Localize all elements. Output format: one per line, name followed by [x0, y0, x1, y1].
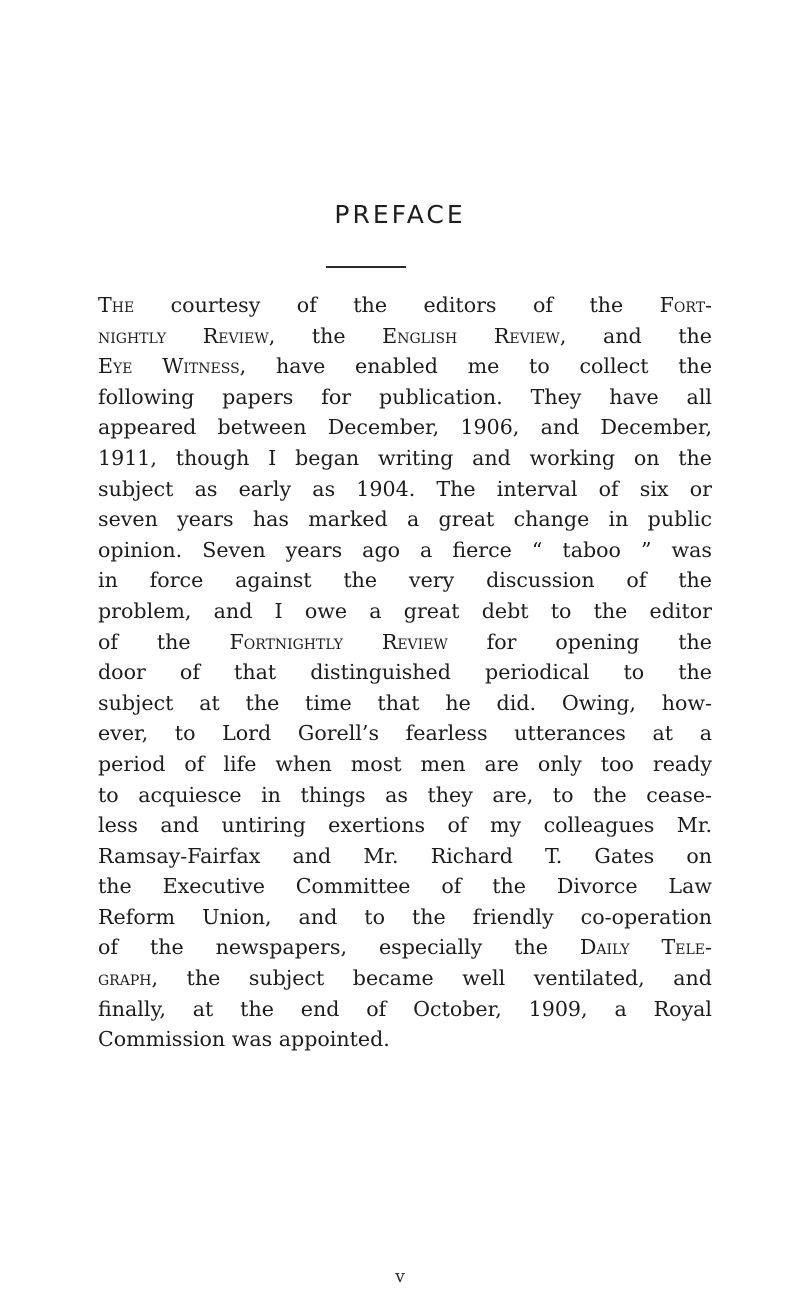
text-run: Commission was appointed.: [98, 1027, 390, 1052]
preface-paragraph: [98, 290, 712, 1055]
text-run: courtesy of the editors of the: [134, 293, 660, 317]
text-run: ever, to Lord Gorell’s fearless utterances at a: [98, 721, 712, 746]
text-line: [98, 871, 712, 902]
page-number: v: [395, 1267, 405, 1287]
text-run: opinion. Seven years ago a fierce “ taboo ” was: [98, 537, 712, 562]
text-run: , the subject became well ventilated, and: [151, 966, 712, 991]
text-line: [98, 351, 712, 382]
text-line: [98, 780, 712, 811]
small-caps-title: graph: [98, 966, 152, 991]
text-run: seven years has marked a great change in public: [98, 507, 712, 532]
text-run: following papers for publication. They have all: [98, 384, 712, 409]
text-line: [98, 749, 712, 780]
text-run: Reform Union, and to the friendly co-operation: [98, 904, 712, 929]
text-run: to acquiesce in things as they are, to the cease-: [98, 782, 712, 807]
text-line: [98, 1024, 712, 1055]
page-title: PREFACE: [334, 200, 466, 229]
text-run: less and untiring exertions of my colleagues Mr.: [98, 813, 712, 838]
text-line: [98, 290, 712, 321]
text-line: [98, 841, 712, 872]
text-line: [98, 627, 712, 658]
text-line: [98, 657, 712, 688]
text-run: problem, and I owe a great debt to the editor: [98, 598, 712, 623]
text-run: , and the: [559, 323, 712, 348]
text-line: [98, 932, 712, 963]
small-caps-title: Daily Tele-: [579, 935, 712, 960]
text-run: in force against the very discussion of the: [98, 568, 712, 593]
text-run: , the: [268, 323, 383, 348]
small-caps-title: nightly Review: [98, 323, 269, 348]
text-line: [98, 321, 712, 352]
text-line: [98, 504, 712, 535]
text-line: [98, 474, 712, 505]
text-line: [98, 443, 712, 474]
text-line: [98, 718, 712, 749]
text-run: Ramsay-Fairfax and Mr. Richard T. Gates on: [98, 843, 712, 868]
small-caps-title: English Review: [382, 323, 560, 348]
text-line: [98, 596, 712, 627]
title-rule-divider: [326, 266, 406, 268]
text-run: subject as early as 1904. The interval of six or: [98, 476, 712, 501]
text-line: [98, 535, 712, 566]
text-run: appeared between December, 1906, and December,: [98, 415, 712, 440]
text-line: [98, 688, 712, 719]
text-run: the Executive Committee of the Divorce Law: [98, 874, 712, 899]
small-caps-title: The: [98, 293, 135, 317]
text-run: for opening the: [447, 629, 712, 654]
text-line: [98, 565, 712, 596]
text-run: finally, at the end of October, 1909, a Royal: [98, 996, 712, 1021]
text-run: , have enabled me to collect the: [239, 354, 713, 379]
small-caps-title: Eye Witness: [98, 354, 240, 379]
text-line: [98, 810, 712, 841]
small-caps-title: Fortnightly Review: [229, 629, 448, 654]
text-line: [98, 994, 712, 1025]
text-run: of the newspapers, especially the: [98, 935, 580, 960]
text-run: subject at the time that he did. Owing, how-: [98, 690, 712, 715]
text-run: period of life when most men are only too ready: [98, 751, 712, 776]
text-line: [98, 412, 712, 443]
text-line: [98, 902, 712, 933]
text-run: 1911, though I began writing and working on the: [98, 445, 712, 470]
text-run: door of that distinguished periodical to the: [98, 660, 712, 685]
text-run: of the: [98, 629, 230, 654]
text-line: [98, 963, 712, 994]
text-line: [98, 382, 712, 413]
small-caps-title: Fort-: [659, 293, 712, 317]
